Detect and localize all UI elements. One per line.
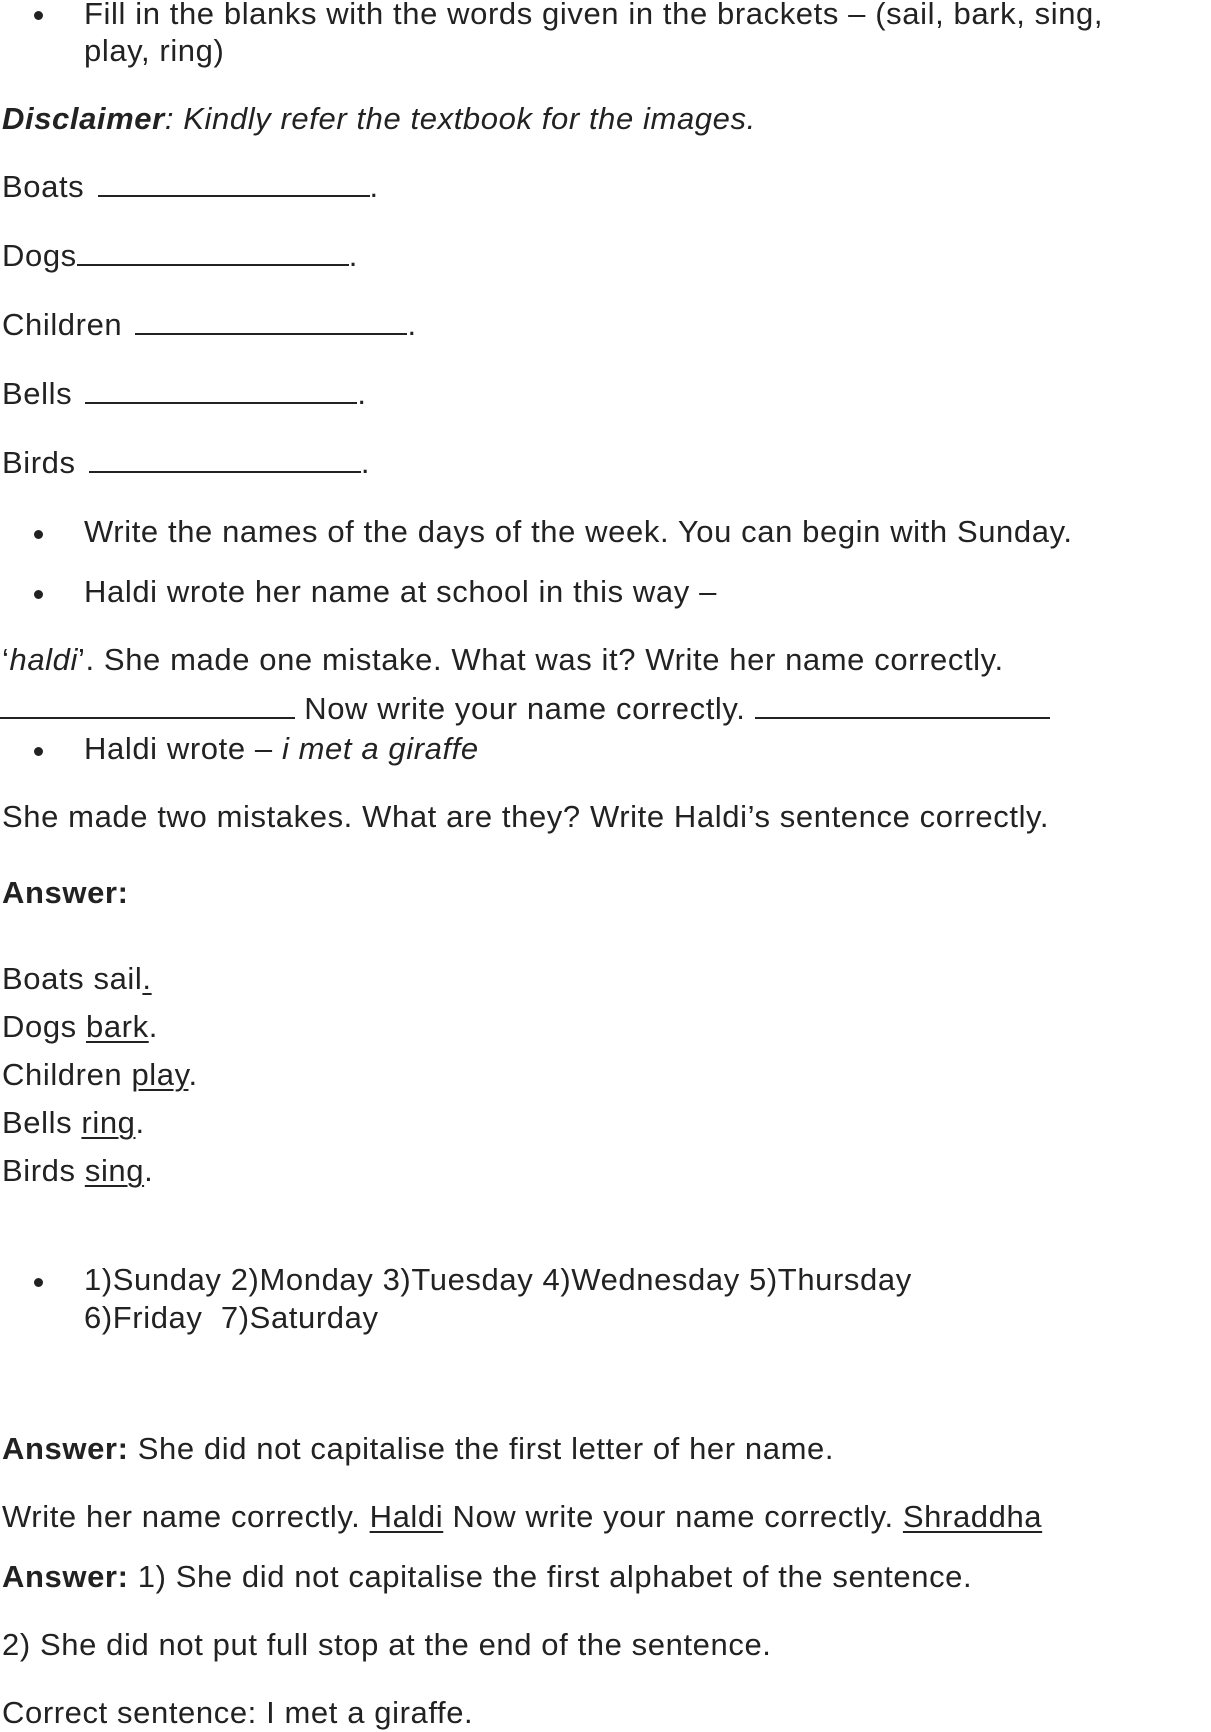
followup-text: . She made one mistake. What was it? Write her name correctly. <box>85 642 1004 677</box>
blank-row-bells <box>2 375 367 413</box>
blank-subject: Dogs <box>2 238 77 273</box>
answer-row-birds <box>2 1152 153 1190</box>
name-answer <box>2 1430 834 1468</box>
name-blanks-row <box>0 690 1050 728</box>
question1-instruction-line1: Fill in the blanks with the words given in the brackets – (sail, bark, sing, <box>84 0 1104 31</box>
period: . <box>360 445 371 480</box>
instruction-prefix: Haldi wrote – <box>84 731 282 766</box>
correct-sentence: Correct sentence: I met a giraffe. <box>2 1695 474 1730</box>
name-answer-text: She did not capitalise the first letter of her name. <box>137 1431 835 1466</box>
question2-instruction: Write the names of the days of the week. You can begin with Sunday. <box>84 514 1073 549</box>
name-correction-row <box>2 1498 1042 1536</box>
close-quote: ’ <box>78 642 86 677</box>
blank-subject: Boats <box>2 169 85 204</box>
answer-row-children <box>2 1056 198 1094</box>
answer-row-dogs <box>2 1008 158 1046</box>
answer-blank[interactable] <box>85 378 357 404</box>
answer-subject: Dogs <box>2 1009 86 1044</box>
period: . <box>369 169 379 204</box>
own-name-blank[interactable] <box>755 693 1050 719</box>
answer-subject: Bells <box>2 1105 82 1140</box>
answer-period: . <box>144 1153 154 1188</box>
bullet-icon <box>34 11 43 20</box>
blank-row-birds <box>2 444 370 482</box>
disclaimer <box>2 100 756 138</box>
her-name-blank[interactable] <box>0 693 295 719</box>
her-name-answer: Haldi <box>369 1499 444 1534</box>
question3-followup <box>2 641 1004 679</box>
answer-row-bells <box>2 1104 145 1142</box>
disclaimer-label: Disclaimer <box>2 101 165 136</box>
answer-period: . <box>148 1009 158 1044</box>
period: . <box>357 376 367 411</box>
question4-followup: She made two mistakes. What are they? Write Haldi’s sentence correctly. <box>2 799 1050 834</box>
question3-instruction: Haldi wrote her name at school in this way – <box>84 574 717 609</box>
question4-instruction <box>84 730 479 768</box>
own-name-prompt: Now write your name correctly. <box>443 1499 903 1534</box>
her-name-prompt: Write her name correctly. <box>2 1499 370 1534</box>
blank-row-dogs <box>2 237 358 275</box>
blank-row-children <box>2 306 417 344</box>
bullet-icon <box>34 530 43 539</box>
answer-label: Answer: <box>2 1559 129 1594</box>
sentence-answer-1-text: 1) She did not capitalise the first alphabet of the sentence. <box>128 1559 973 1594</box>
answer-period: . <box>188 1057 198 1092</box>
answer-subject: Boats sail <box>2 961 143 996</box>
answer-blank[interactable] <box>77 240 349 266</box>
blank-subject: Bells <box>2 376 73 411</box>
haldi-sentence: i met a giraffe <box>281 731 479 766</box>
bullet-icon <box>34 590 43 599</box>
answer-period: . <box>142 961 152 996</box>
answer-blank[interactable] <box>135 309 407 335</box>
period: . <box>407 307 417 342</box>
answer-blank[interactable] <box>98 171 370 197</box>
answer-period: . <box>135 1105 145 1140</box>
disclaimer-text: : Kindly refer the textbook for the images. <box>164 101 756 136</box>
answer-row-boats <box>2 960 152 998</box>
open-quote: ‘ <box>2 642 10 677</box>
sentence-answer-1 <box>2 1558 972 1596</box>
sentence-answer-2: 2) She did not put full stop at the end of the sentence. <box>2 1627 772 1662</box>
question1-instruction-line2: play, ring) <box>84 33 225 68</box>
bullet-icon <box>34 1278 43 1287</box>
days-answer-line1: 1)Sunday 2)Monday 3)Tuesday 4)Wednesday 5)Thursday <box>84 1262 912 1297</box>
blank-subject: Birds <box>2 445 76 480</box>
own-name-prompt: Now write your name correctly. <box>304 691 746 726</box>
answer-word: ring <box>81 1105 136 1140</box>
answer-subject: Children <box>2 1057 132 1092</box>
blank-row-boats <box>2 168 379 206</box>
answer-word: bark <box>85 1009 149 1044</box>
answer-blank[interactable] <box>89 447 361 473</box>
answer-word: play <box>131 1057 189 1092</box>
days-answer-line2: 6)Friday 7)Saturday <box>84 1300 379 1335</box>
quoted-name: haldi <box>9 642 78 677</box>
own-name-answer: Shraddha <box>902 1499 1043 1534</box>
answer-label: Answer: <box>2 875 129 910</box>
period: . <box>348 238 358 273</box>
bullet-icon <box>34 747 43 756</box>
blank-subject: Children <box>2 307 123 342</box>
answer-subject: Birds <box>2 1153 85 1188</box>
answer-word: sing <box>84 1153 145 1188</box>
answer-label: Answer: <box>2 1431 129 1466</box>
